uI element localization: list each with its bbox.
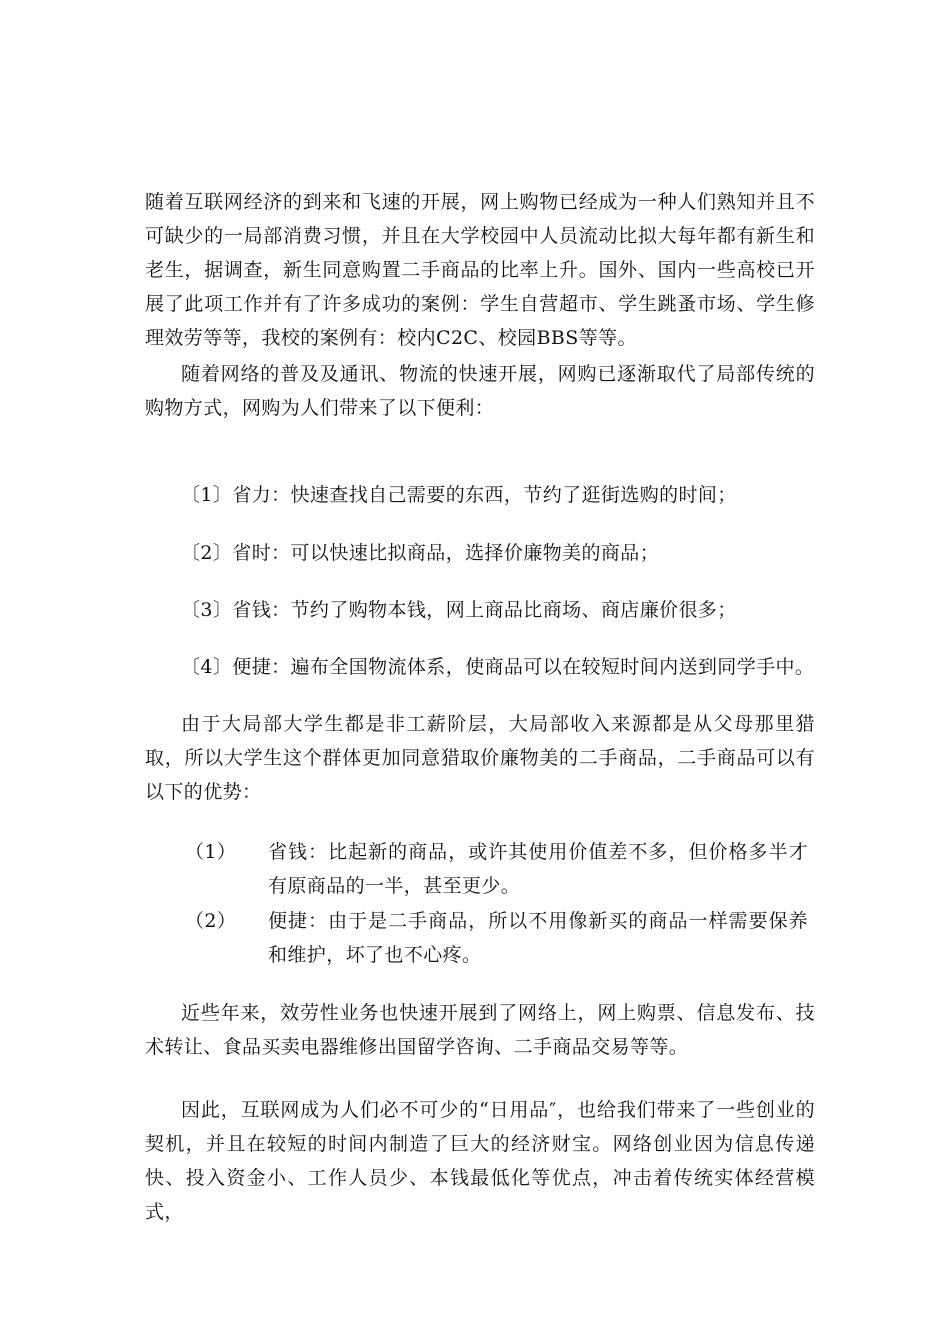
advantage-item-2 xyxy=(145,904,815,972)
advantage-item-number: （2） xyxy=(185,910,237,932)
benefit-item-1: 〔1〕省力：快速查找自己需要的东西，节约了逛街选购的时间； xyxy=(181,484,737,506)
paragraph-online-shopping-benefits-intro: 随着网络的普及及通讯、物流的快速开展，网购已逐渐取代了局部传统的购物方式，网购为人们带来了以下便利： xyxy=(145,363,815,419)
benefit-item-3: 〔3〕省钱：节约了购物本钱，网上商品比商场、商店廉价很多； xyxy=(181,599,737,621)
advantage-item-text: 便捷：由于是二手商品，所以不用像新买的商品一样需要保养和维护，坏了也不心疼。 xyxy=(268,910,808,966)
paragraph-entrepreneurship: 因此，互联网成为人们必不可少的“日用品″，也给我们带来了一些创业的契机，并且在较短的时间内制造了巨大的经济财宝。网络创业因为信息传递快、投入资金小、工作人员少、本钱最低化等优点，冲击着传统实体经营模式， xyxy=(145,1099,815,1223)
benefit-item-4: 〔4〕便捷：遍布全国物流体系，使商品可以在较短时间内送到同学手中。 xyxy=(181,656,815,678)
paragraph-second-hand-advantages-intro: 由于大局部大学生都是非工薪阶层，大局部收入来源都是从父母那里猎取，所以大学生这个群体更加同意猎取价廉物美的二手商品，二手商品可以有以下的优势： xyxy=(145,713,815,803)
advantage-item-number: （1） xyxy=(185,841,237,863)
paragraph-service-business: 近些年来，效劳性业务也快速开展到了网络上，网上购票、信息发布、技术转让、食品买卖电器维修出国留学咨询、二手商品交易等等。 xyxy=(145,1002,815,1058)
advantage-item-1 xyxy=(145,835,815,903)
benefit-item-2: 〔2〕省时：可以快速比拟商品，选择价廉物美的商品； xyxy=(181,542,660,564)
paragraph-internet-shopping: 随着互联网经济的到来和飞速的开展，网上购物已经成为一种人们熟知并且不可缺少的一局部消费习惯，并且在大学校园中人员流动比拟大每年都有新生和老生，据调查，新生同意购置二手商品的比率上升。国外、国内一些高校已开展了此项工作并有了许多成功的案例：学生自营超市、学生跳蚤市场、学生修理效劳等等，我校的案例有：校内C2C、校园BBS等等。 xyxy=(145,191,815,349)
advantage-item-text: 省钱：比起新的商品，或许其使用价值差不多，但价格多半才有原商品的一半，甚至更少。 xyxy=(268,841,808,897)
